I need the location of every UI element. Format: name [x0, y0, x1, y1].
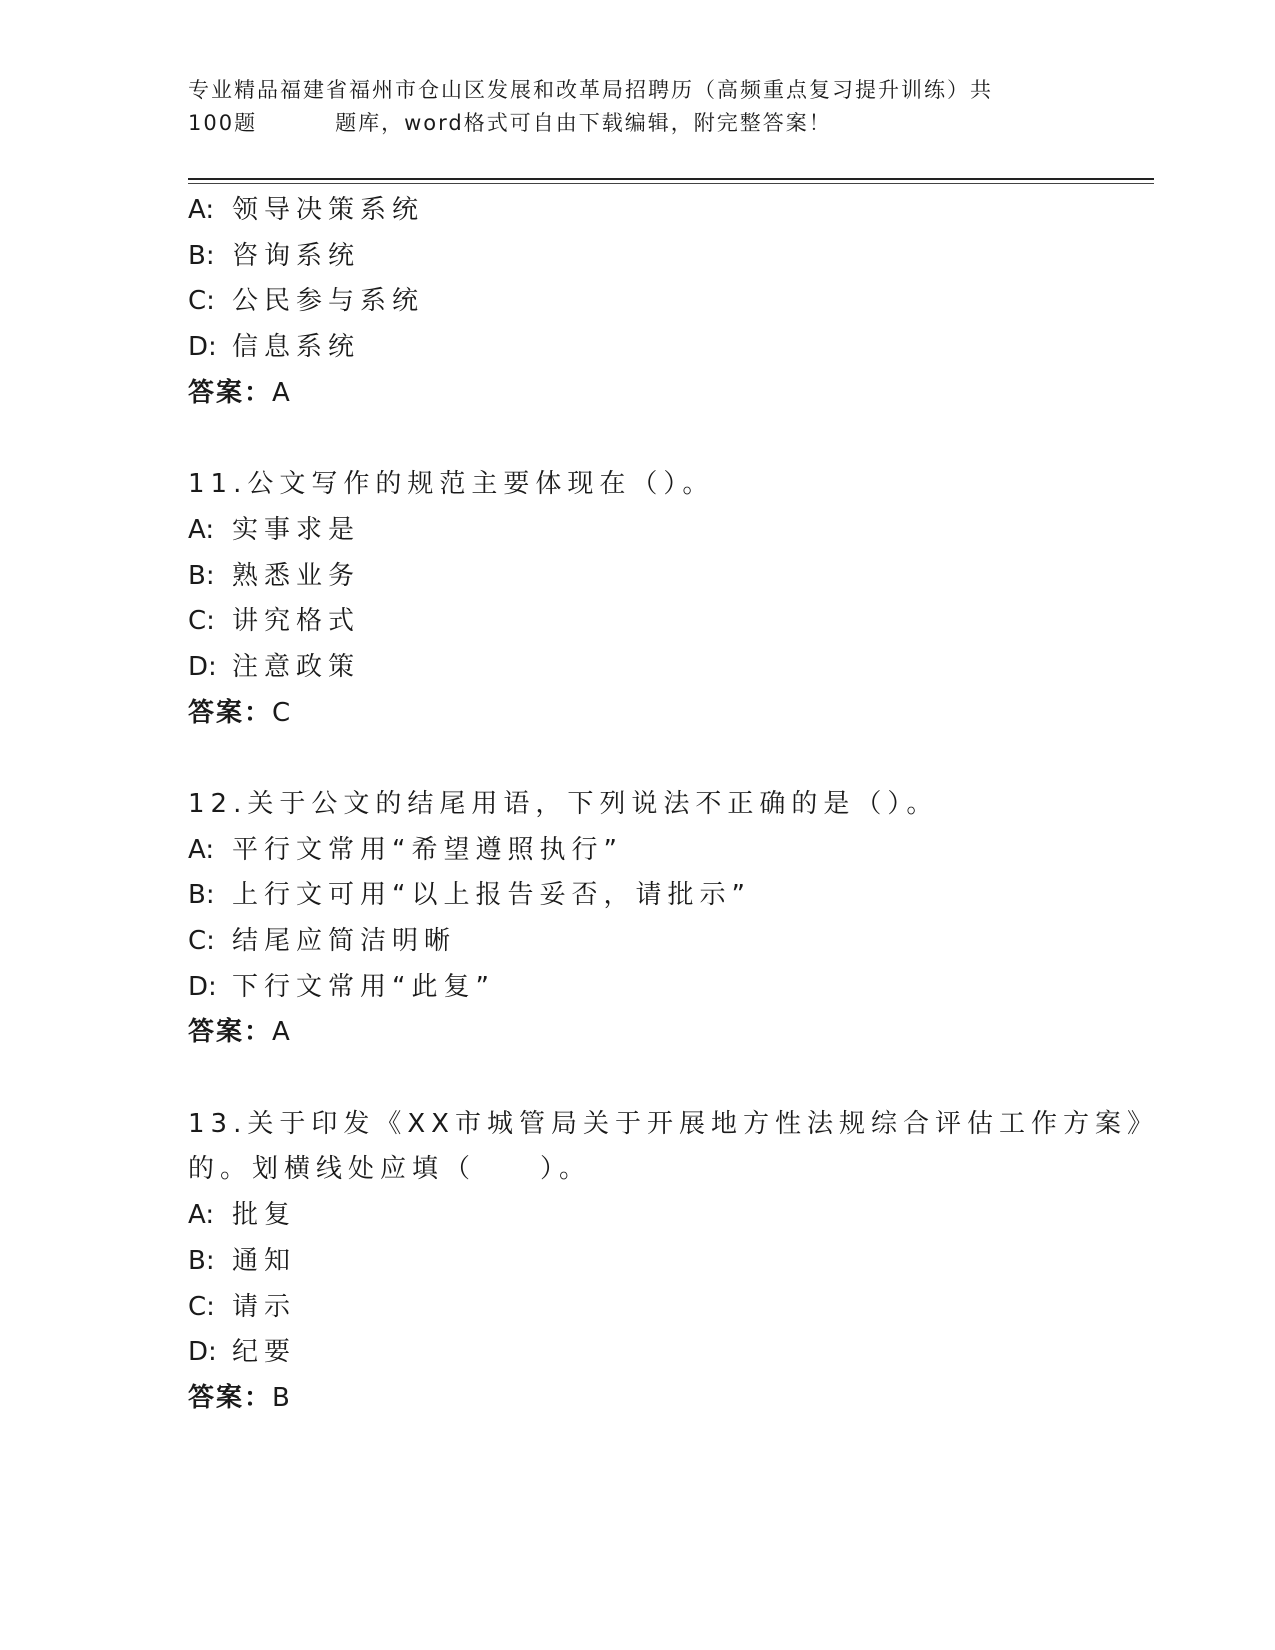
option-d	[188, 645, 1148, 691]
option-a	[188, 1193, 1148, 1239]
option-text: 纪要	[232, 1337, 297, 1368]
option-letter: D:	[188, 1337, 217, 1368]
option-text: 批复	[232, 1200, 297, 1231]
option-text: 结尾应简洁明晰	[232, 926, 457, 956]
answer-value: C	[272, 697, 293, 728]
option-text: 实事求是	[232, 514, 361, 545]
option-letter: B:	[188, 560, 215, 591]
answer-label: 答案：	[188, 1382, 273, 1413]
header-divider-thin	[188, 183, 1154, 184]
question-stem: 11.公文写作的规范主要体现在（）。	[188, 469, 715, 500]
option-letter: B:	[188, 880, 215, 911]
option-letter: A:	[188, 1200, 215, 1231]
option-letter: D:	[188, 332, 217, 363]
document-header	[188, 74, 1088, 140]
option-text: 注意政策	[232, 651, 361, 682]
header-description: 题库，word格式可自由下载编辑，附完整答案！	[335, 111, 832, 135]
answer-label: 答案：	[188, 377, 273, 408]
option-c	[188, 279, 1148, 325]
option-text: 下行文常用“此复”	[232, 971, 495, 1002]
header-title-line1: 专业精品福建省福州市仓山区发展和改革局招聘历（高频重点复习提升训练）共	[188, 78, 993, 102]
option-c	[188, 599, 1148, 645]
header-divider-thick	[188, 178, 1154, 180]
option-letter: C:	[188, 926, 215, 956]
option-letter: B:	[188, 1245, 215, 1276]
option-letter: D:	[188, 971, 217, 1002]
answer-value: B	[272, 1382, 292, 1413]
answer-line	[188, 1010, 1148, 1056]
option-letter: D:	[188, 651, 217, 682]
header-title-line2	[188, 107, 1088, 140]
option-text: 熟悉业务	[232, 560, 361, 591]
option-text: 公民参与系统	[232, 286, 425, 317]
option-c	[188, 919, 1148, 965]
question-list	[188, 188, 1159, 1422]
option-b	[188, 873, 1148, 919]
answer-value: A	[272, 1017, 292, 1048]
answer-value: A	[272, 377, 292, 408]
option-text: 领导决策系统	[232, 195, 425, 225]
option-text: 上行文可用“以上报告妥否，请批示”	[232, 880, 751, 911]
option-text: 信息系统	[232, 332, 361, 363]
option-letter: C:	[188, 1291, 215, 1322]
option-text: 咨询系统	[232, 240, 361, 271]
option-a	[188, 828, 1148, 874]
option-b	[188, 234, 1148, 280]
answer-line	[188, 1376, 1148, 1422]
option-text: 通知	[232, 1245, 297, 1276]
option-a	[188, 508, 1148, 554]
header-question-count: 100题	[188, 111, 258, 135]
option-letter: A:	[188, 834, 215, 865]
option-d	[188, 965, 1148, 1011]
option-letter: B:	[188, 240, 215, 271]
option-c	[188, 1285, 1148, 1331]
option-text: 请示	[232, 1291, 297, 1322]
option-text: 讲究格式	[232, 606, 361, 637]
question-stem: 12.关于公文的结尾用语，下列说法不正确的是（）。	[188, 788, 939, 819]
option-letter: A:	[188, 514, 215, 545]
option-letter: C:	[188, 606, 215, 637]
option-letter: C:	[188, 286, 215, 317]
question-stem-line2: 的。划横线处应填（ ）。	[188, 1154, 592, 1185]
option-d	[188, 325, 1148, 371]
answer-label: 答案：	[188, 697, 273, 728]
option-letter: A:	[188, 195, 215, 225]
option-b	[188, 1239, 1148, 1285]
option-text: 平行文常用“希望遵照执行”	[232, 834, 623, 865]
answer-line	[188, 371, 1148, 417]
answer-label: 答案：	[188, 1017, 273, 1048]
option-a	[188, 188, 1148, 234]
option-b	[188, 554, 1148, 600]
answer-line	[188, 691, 1148, 737]
question-stem-line1: 13.关于印发《XX市城管局关于开展地方性法规综合评估工作方案》	[188, 1108, 1159, 1139]
option-d	[188, 1330, 1148, 1376]
